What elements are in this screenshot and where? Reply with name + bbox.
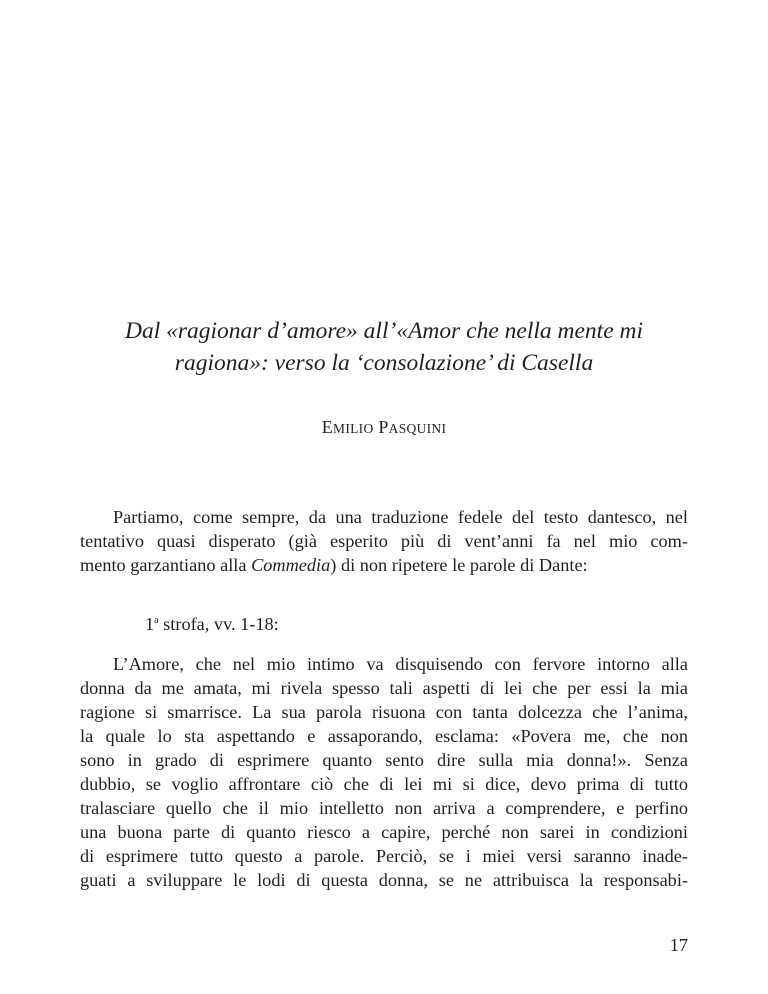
author-name — [0, 417, 768, 438]
paragraph-line: di esprimere tutto questo a parole. Perciò, se i miei versi saranno inade- — [80, 846, 688, 866]
paragraph-line: tralasciare quello che il mio intelletto non arriva a comprendere, e perfino — [80, 798, 688, 818]
chapter-title-line-1: Dal «ragionar d’amore» all’«Amor che nella mente mi — [124, 318, 643, 344]
translation-paragraph — [80, 652, 688, 892]
paragraph-line: Partiamo, come sempre, da una traduzione fedele del testo dantesco, nel — [113, 507, 688, 527]
paragraph-line: L’Amore, che nel mio intimo va disquisendo con fervore intorno alla — [113, 654, 688, 674]
author-first-rest: MILIO — [333, 421, 374, 436]
page-number: 17 — [669, 935, 688, 955]
author-first-initial: E — [321, 417, 334, 437]
stanza-label-text: strofa, vv. 1-18: — [158, 614, 279, 634]
stanza-label — [145, 612, 545, 636]
paragraph-line: guati a sviluppare le lodi di questa donna, se ne attribuisca la responsabi- — [80, 870, 688, 890]
chapter-title — [80, 315, 688, 379]
paragraph-line: ragione si smarrisce. La sua parola risuona con tanta dolcezza che l’anima, — [80, 702, 688, 722]
stanza-ordinal-superscript: a — [154, 615, 159, 626]
paragraph-line: tentativo quasi disperato (già esperito più di vent’anni fa nel mio com- — [80, 531, 688, 551]
paragraph-line: sono in grado di esprimere quanto sento dire sulla mia donna!». Senza — [80, 750, 688, 770]
paragraph-line: donna da me amata, mi rivela spesso tali aspetti di lei che per essi la mia — [80, 678, 688, 698]
paragraph-line: dubbio, se voglio affrontare ciò che di lei mi si dice, devo prima di tutto — [80, 774, 688, 794]
stanza-label-line — [145, 612, 545, 636]
text-segment: mento garzantiano alla — [80, 555, 252, 575]
italic-work-title: Commedia — [251, 555, 331, 575]
paragraph-line: la quale lo sta aspettando e assaporando, esclama: «Povera me, che non — [80, 726, 688, 746]
author-last-rest: ASQUINI — [388, 421, 447, 436]
intro-paragraph — [80, 505, 688, 577]
chapter-title-line-2: ragiona»: verso la ‘consolazione’ di Casella — [174, 350, 594, 376]
text-segment: ) di non ripetere le parole di Dante: — [330, 555, 588, 575]
stanza-number: 1 — [145, 614, 155, 634]
author-last-initial: P — [378, 417, 389, 437]
paragraph-line — [80, 553, 688, 577]
paragraph-line: una buona parte di quanto riesco a capire, perché non sarei in condizioni — [80, 822, 688, 842]
